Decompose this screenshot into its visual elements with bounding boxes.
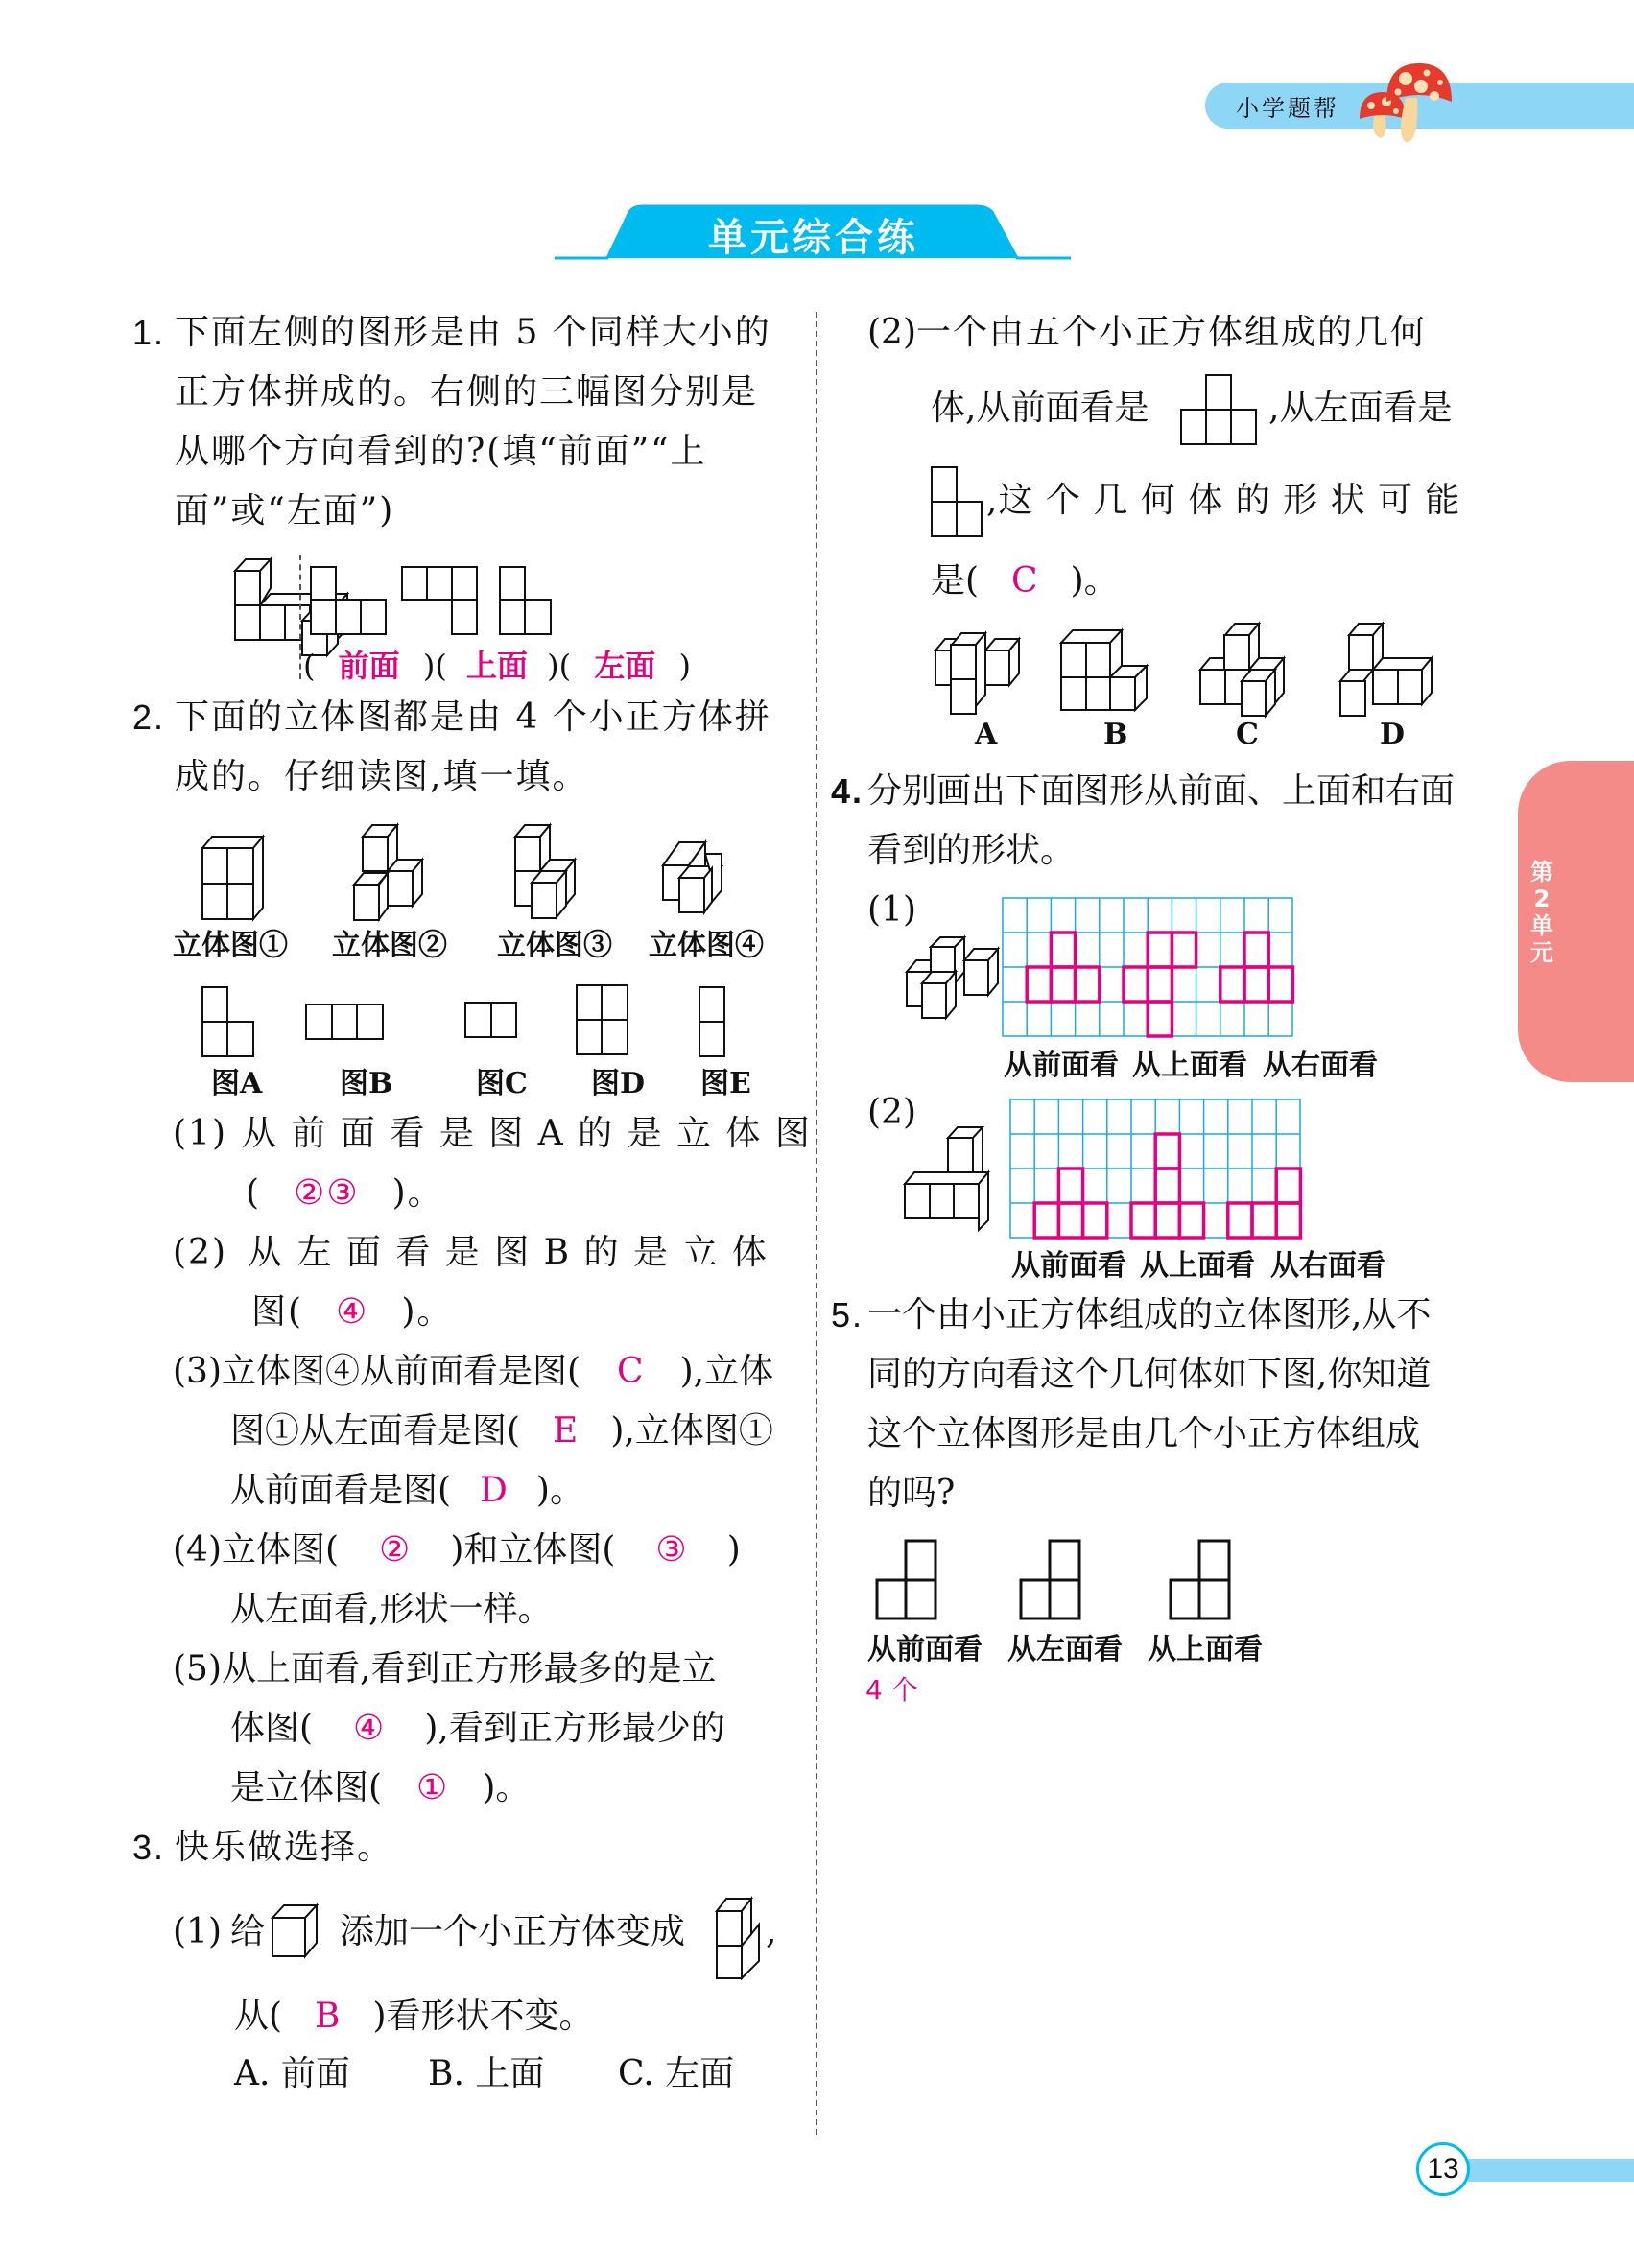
q5-caption: 从前面看: [867, 1633, 983, 1666]
q5-top-view: [1169, 1539, 1232, 1621]
q2-sub3-line: (3)立体图④从前面看是图( C ),立体: [173, 1352, 774, 1391]
view-figure-E: [699, 986, 727, 1059]
mushroom-icon: [1358, 59, 1473, 146]
q1-line: 面”或“左面”): [175, 491, 395, 531]
q3-title: 快乐做选择。: [175, 1828, 394, 1867]
grid-caption: 从右面看: [1270, 1249, 1385, 1283]
q2-sub5-line: (5)从上面看,看到正方形最多的是立: [173, 1649, 717, 1689]
answer-text: ②: [379, 1530, 411, 1570]
answer-text: ②③: [294, 1173, 360, 1213]
q4-line: 分别画出下面图形从前面、上面和右面: [867, 771, 1456, 811]
solid-figure-4: [662, 840, 729, 915]
q3-sub2-line: (2)一个由五个小正方体组成的几何: [867, 313, 1428, 352]
q5-line: 这个立体图形是由几个小正方体组成: [867, 1414, 1421, 1453]
stacked-cube-figure: [716, 1898, 760, 1978]
q1-line: 从哪个方向看到的?(填“前面”“上: [175, 432, 707, 471]
option-figure-D: [1339, 622, 1435, 718]
q5-caption: 从上面看: [1148, 1633, 1263, 1666]
q3-sub1-option: B. 上面: [428, 2054, 545, 2093]
answer-text: 左面: [594, 648, 656, 684]
solid-label: 立体图③: [497, 929, 612, 962]
answer-text: ④: [353, 1709, 385, 1748]
brand-label: 小学题帮: [1236, 95, 1339, 122]
view-label: 图C: [476, 1067, 528, 1100]
q4-line: 看到的形状。: [867, 831, 1076, 870]
answer-text: ①: [416, 1768, 448, 1807]
section-title: 单元综合练: [708, 216, 919, 260]
grid-caption: 从上面看: [1140, 1249, 1255, 1283]
q3-sub2-line: ,从左面看是: [1268, 389, 1453, 428]
single-cube-figure: [272, 1904, 320, 1958]
q2-number: 2.: [132, 697, 166, 737]
q3-number: 3.: [132, 1828, 166, 1867]
q2-sub1-label: (1): [173, 1114, 227, 1153]
q2-sub5-line: 体图( ④ ),看到正方形最少的: [230, 1709, 725, 1748]
q5-answer: 4 个: [865, 1674, 918, 1706]
q3-sub1-option: A. 前面: [234, 2054, 350, 2093]
q3-sub2-line: 体,从前面看是: [931, 389, 1149, 428]
q3-sub1-text: 添加一个小正方体变成: [340, 1912, 686, 1951]
answer-text: B: [315, 1996, 341, 2036]
q3-sub1-label: (1): [173, 1912, 222, 1951]
q2-line: 下面的立体图都是由 4 个小正方体拼: [175, 697, 771, 737]
q1-view-top: [401, 566, 478, 638]
q5-line: 同的方向看这个几何体如下图,你知道: [867, 1355, 1432, 1394]
q4-part1-solid: [906, 935, 1002, 1031]
option-label: B: [1103, 718, 1128, 751]
grid-caption: 从前面看: [1004, 1049, 1119, 1082]
q1-answers-row: ( 前面 )( 上面 )( 左面 ): [303, 648, 691, 684]
answer-text: ④: [336, 1292, 369, 1332]
q3-sub2-line: ,这 个 几 何 体 的 形 状 可 能: [986, 481, 1461, 520]
q5-front-view: [875, 1539, 938, 1621]
q2-sub4-line: (4)立体图( ② )和立体图( ③ ): [173, 1530, 741, 1570]
q1-number: 1.: [132, 313, 166, 352]
q4-number: 4.: [831, 771, 864, 811]
view-label: 图E: [700, 1067, 751, 1100]
option-figure-C: [1199, 622, 1286, 718]
q2-sub2-line: 从 左 面 看 是 图 B 的 是 立 体: [248, 1233, 769, 1272]
answer-text: E: [553, 1411, 579, 1451]
answer-text: C: [617, 1352, 644, 1391]
q2-sub1-blank: ( ②③ )。: [246, 1173, 444, 1213]
q2-sub5-line: 是立体图( ① )。: [230, 1768, 531, 1807]
solid-label: 立体图①: [173, 929, 288, 962]
q3-sub1-text: ,: [766, 1912, 779, 1951]
option-label: D: [1380, 718, 1406, 751]
view-figure-A: [201, 986, 255, 1058]
q1-dashed-separator: [299, 555, 301, 679]
q1-view-left: [499, 566, 553, 638]
view-label: 图D: [591, 1067, 646, 1100]
q2-sub2-blank: 图( ④ )。: [251, 1292, 454, 1332]
column-divider: [816, 312, 817, 2135]
q3-sub1-option: C. 左面: [618, 2054, 735, 2093]
q5-caption: 从左面看: [1007, 1633, 1123, 1666]
solid-label: 立体图④: [649, 929, 764, 962]
solid-label: 立体图②: [332, 929, 447, 962]
unit-tab-text: 第 2 单 元: [1530, 859, 1553, 966]
q2-sub4-line: 从左面看,形状一样。: [230, 1590, 553, 1629]
option-label: A: [975, 718, 998, 751]
grid-caption: 从右面看: [1263, 1049, 1378, 1082]
q5-line: 一个由小正方体组成的立体图形,从不: [867, 1295, 1432, 1335]
q5-line: 的吗?: [867, 1474, 956, 1513]
q4-part1-grid[interactable]: [1002, 897, 1295, 1038]
q3-sub1-blank: 从( B )看形状不变。: [234, 1996, 594, 2036]
q4-part1-label: (1): [867, 890, 916, 930]
q2-sub1-line: 从 前 面 看 是 图 A 的 是 立 体 图: [242, 1114, 812, 1153]
q4-part2-grid[interactable]: [1009, 1099, 1303, 1240]
answer-text: D: [480, 1471, 508, 1510]
q1-line: 正方体拼成的。右侧的三幅图分别是: [175, 372, 759, 412]
option-label: C: [1236, 718, 1259, 751]
q3-left-view-figure: [931, 466, 984, 539]
grid-caption: 从上面看: [1132, 1049, 1247, 1082]
q1-line: 下面左侧的图形是由 5 个同样大小的: [175, 313, 771, 352]
q2-sub3-line: 图①从左面看是图( E ),立体图①: [230, 1411, 773, 1451]
q2-sub3-line: 从前面看是图( D )。: [230, 1471, 584, 1510]
q3-sub2-blank: 是( C )。: [931, 561, 1119, 601]
q4-part2-solid: [904, 1126, 1000, 1232]
answer-text: 上面: [465, 648, 528, 684]
footer-bar: [1468, 2159, 1634, 2182]
q5-left-view: [1019, 1539, 1082, 1621]
view-figure-B: [305, 1004, 384, 1042]
q3-front-view-figure: [1180, 374, 1257, 447]
q2-line: 成的。仔细读图,填一填。: [175, 757, 589, 796]
q3-sub1-text: 给: [230, 1912, 268, 1951]
view-label: 图B: [340, 1067, 393, 1100]
option-figure-B: [1060, 629, 1152, 712]
solid-figure-3: [514, 823, 586, 921]
answer-text: 前面: [338, 648, 400, 684]
page-number: 13: [1416, 2142, 1470, 2196]
q2-sub2-label: (2): [173, 1233, 227, 1272]
q4-part2-label: (2): [867, 1093, 916, 1132]
option-figure-A: [935, 631, 1021, 718]
q1-view-front: [310, 566, 387, 638]
view-figure-D: [576, 984, 629, 1057]
answer-text: C: [1011, 561, 1038, 601]
q5-number: 5.: [831, 1295, 864, 1335]
grid-caption: 从前面看: [1011, 1249, 1126, 1283]
solid-figure-2: [353, 823, 430, 921]
solid-figure-1: [201, 835, 269, 921]
answer-text: ③: [655, 1530, 687, 1570]
view-label: 图A: [211, 1067, 263, 1100]
view-figure-C: [464, 1002, 518, 1040]
